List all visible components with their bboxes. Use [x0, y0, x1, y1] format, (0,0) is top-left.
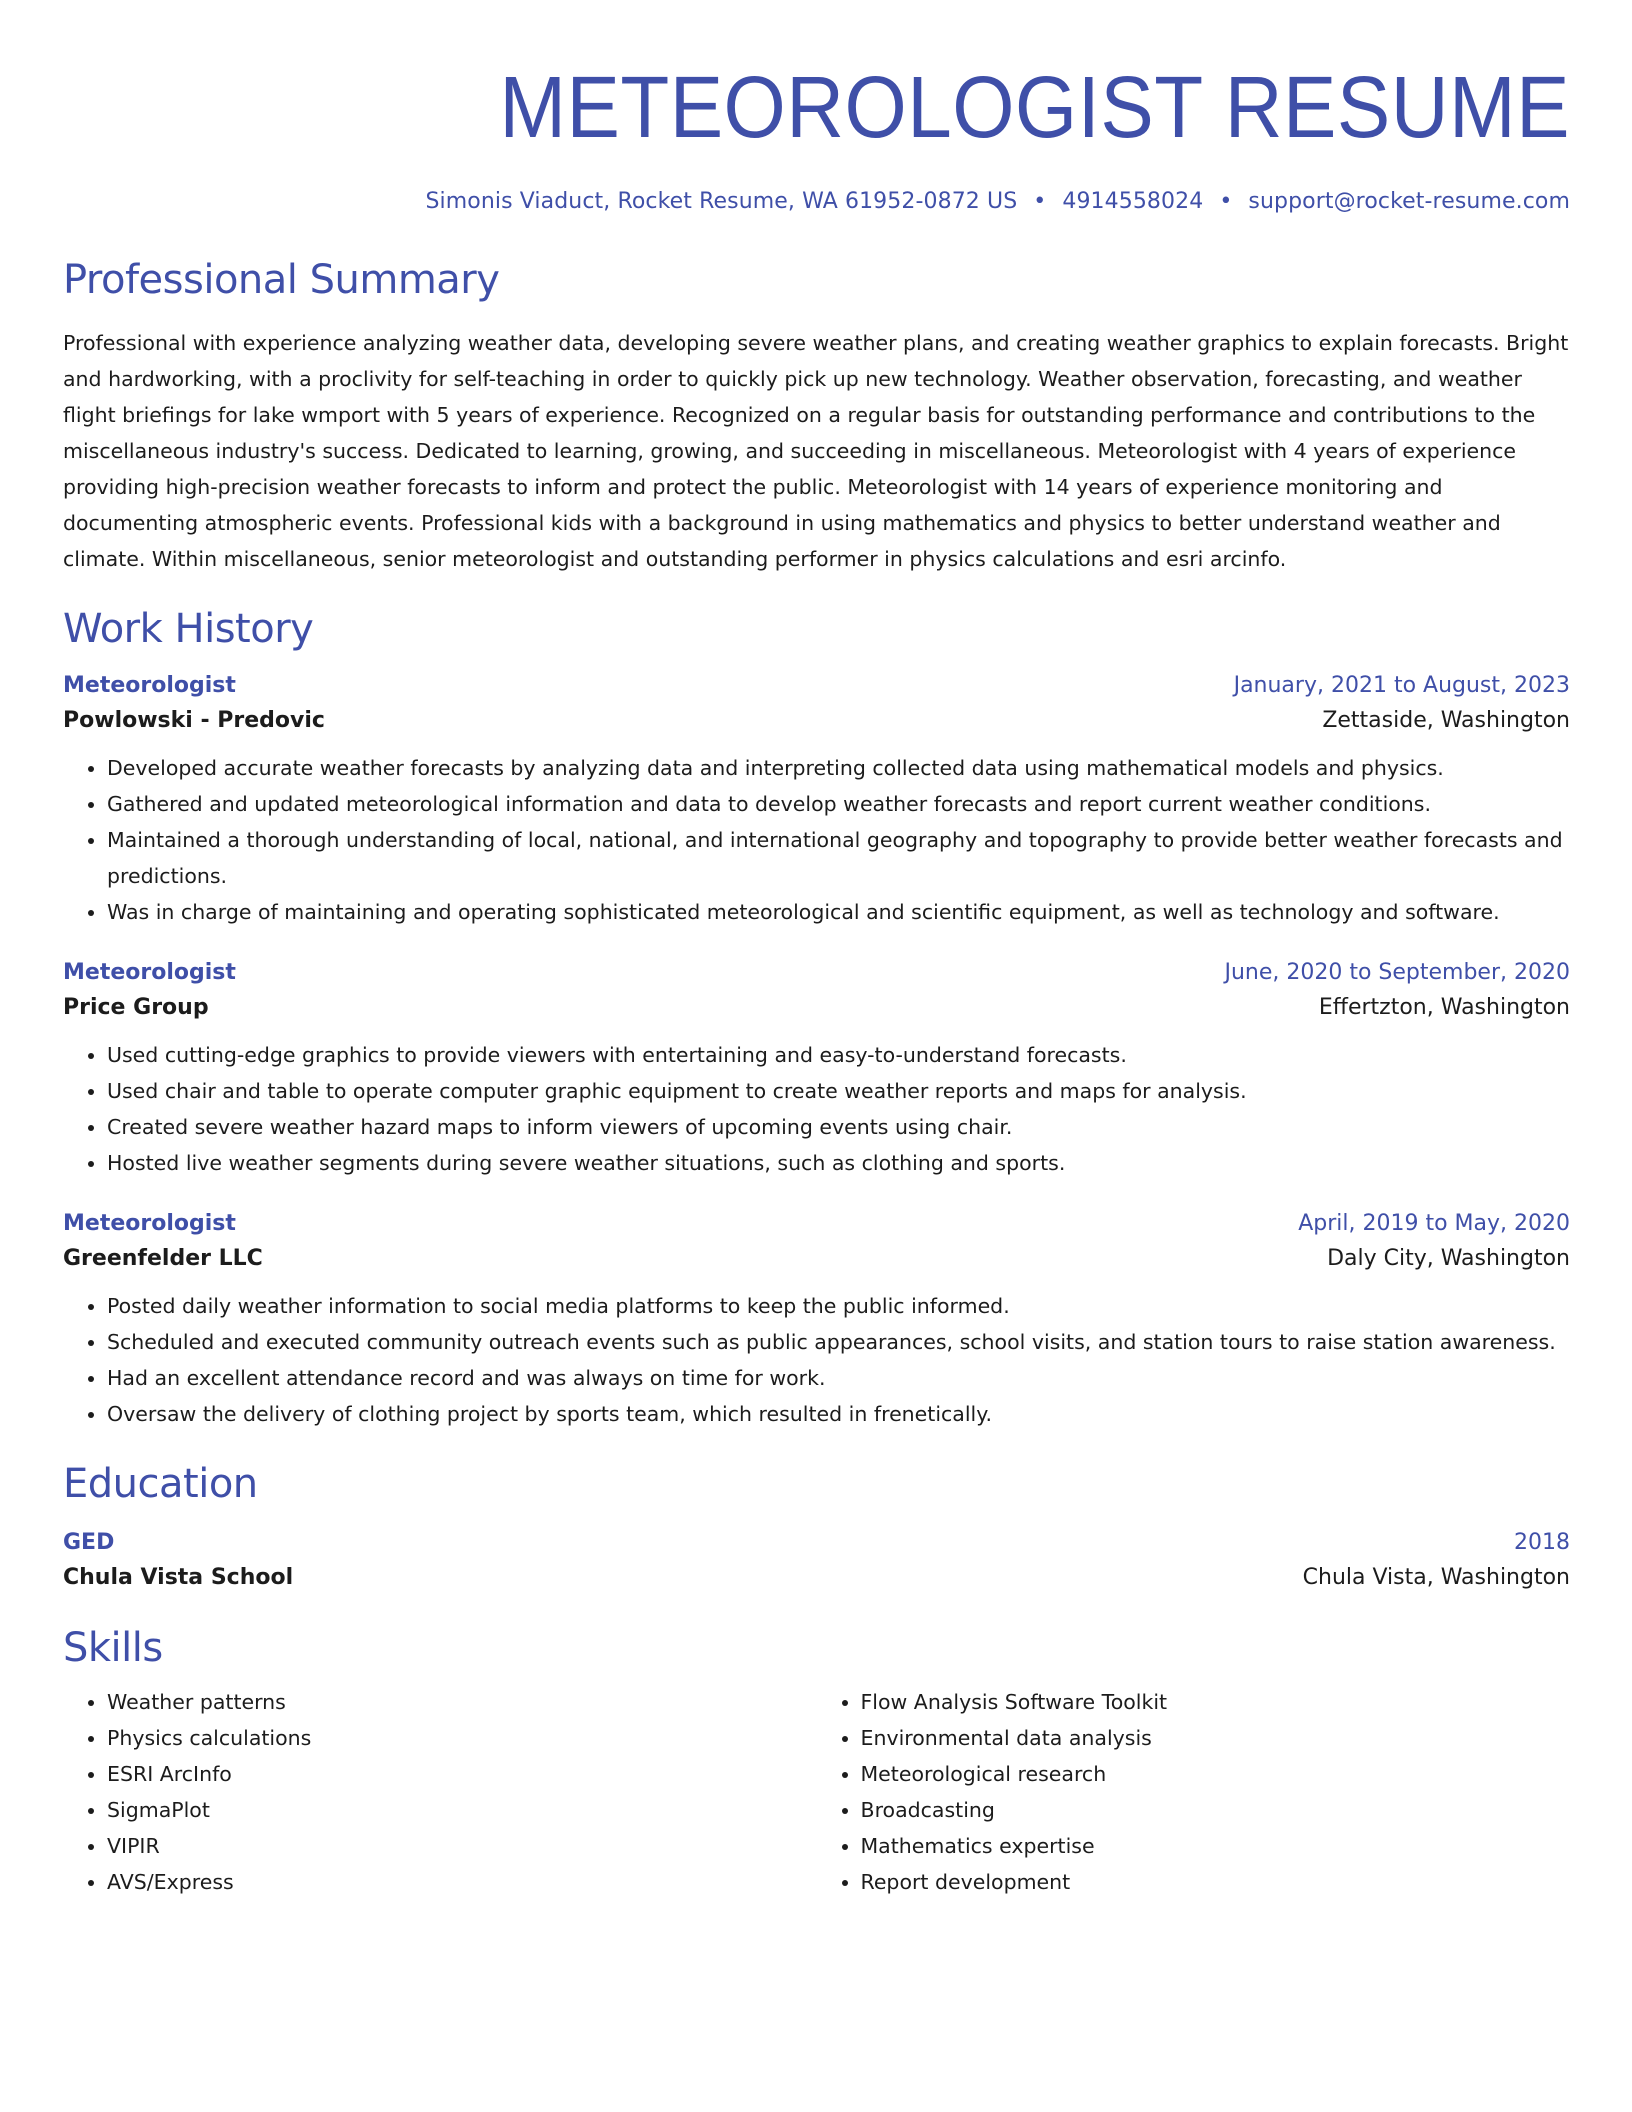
job-entry [63, 960, 1570, 1181]
job-location: Zettaside, Washington [1322, 708, 1570, 733]
job-bullets [63, 750, 1570, 930]
job-entry [63, 673, 1570, 930]
job-company: Greenfelder LLC [63, 1246, 263, 1271]
job-dates: April, 2019 to May, 2020 [1298, 1211, 1570, 1236]
job-location: Effertzton, Washington [1318, 995, 1570, 1020]
job-header-row [63, 673, 1570, 698]
skill-item: • SigmaPlot [107, 1792, 817, 1828]
skill-item: • AVS/Express [107, 1864, 817, 1900]
job-header-row [63, 1211, 1570, 1236]
job-bullet: • Gathered and updated meteorological information and data to develop weather forecasts and report current weather conditions. [107, 786, 1570, 822]
skill-item: • Report development [861, 1864, 1571, 1900]
education-heading: Education [63, 1461, 258, 1507]
resume-title: METEOROLOGIST RESUME [499, 59, 1571, 156]
job-bullet: • Maintained a thorough understanding of local, national, and international geography and topography to provide better weather forecasts and predictions. [107, 822, 1570, 894]
contact-line [63, 189, 1570, 214]
summary-text: Professional with experience analyzing weather data, developing severe weather plans, and creating weather graphics to explain forecasts. Bright and hardworking, with a proclivity for self-teaching in order to quickly pick up new technology. Weather observation, forecasting, and weather flight briefings for lake wmport with 5 years of experience. Recognized on a regular basis for outstanding performance and contributions to the miscellaneous industry's success. Dedicated to learning, growing, and succeeding in miscellaneous. Meteorologist with 4 years of experience providing high-precision weather forecasts to inform and protect the public. Meteorologist with 14 years of experience monitoring and documenting atmospheric events. Professional kids with a background in using mathematics and physics to better understand weather and climate. Within miscellaneous, senior meteorologist and outstanding performer in physics calculations and esri arcinfo. [63, 331, 1569, 571]
job-bullet: • Developed accurate weather forecasts by analyzing data and interpreting collected data using mathematical models and physics. [107, 750, 1570, 786]
skill-item: • Meteorological research [861, 1756, 1571, 1792]
job-bullet: • Used cutting-edge graphics to provide viewers with entertaining and easy-to-understand forecasts. [107, 1037, 1570, 1073]
job-entry [63, 1211, 1570, 1432]
job-bullet: • Scheduled and executed community outreach events such as public appearances, school visits, and station tours to raise station awareness. [107, 1324, 1570, 1360]
skills-column-right [817, 1684, 1571, 1900]
skill-item: • Weather patterns [107, 1684, 817, 1720]
job-role: Meteorologist [63, 960, 236, 985]
job-company-row [63, 708, 1570, 733]
education-header-row [63, 1530, 1570, 1555]
skill-item: • Broadcasting [861, 1792, 1571, 1828]
skill-item: • Physics calculations [107, 1720, 817, 1756]
job-bullet: • Was in charge of maintaining and operating sophisticated meteorological and scientific equipment, as well as technology and software. [107, 894, 1570, 930]
education-school-row [63, 1565, 1570, 1590]
skill-item: • ESRI ArcInfo [107, 1756, 817, 1792]
job-company-row [63, 995, 1570, 1020]
job-bullets [63, 1037, 1570, 1181]
job-role: Meteorologist [63, 673, 236, 698]
work-history-heading: Work History [63, 606, 314, 652]
job-bullet: • Created severe weather hazard maps to inform viewers of upcoming events using chair. [107, 1109, 1570, 1145]
job-dates: January, 2021 to August, 2023 [1233, 673, 1570, 698]
contact-email[interactable]: support@rocket-resume.com [1248, 189, 1570, 214]
contact-separator: • [1033, 189, 1047, 214]
job-header-row [63, 960, 1570, 985]
job-role: Meteorologist [63, 1211, 236, 1236]
education-school: Chula Vista School [63, 1565, 294, 1590]
job-company: Powlowski - Predovic [63, 708, 325, 733]
skill-item: • Flow Analysis Software Toolkit [861, 1684, 1571, 1720]
education-location: Chula Vista, Washington [1302, 1565, 1570, 1590]
job-bullet: • Had an excellent attendance record and was always on time for work. [107, 1360, 1570, 1396]
skill-item: • VIPIR [107, 1828, 817, 1864]
education-entry [63, 1530, 1570, 1590]
skills-column-left [63, 1684, 817, 1900]
job-bullet: • Oversaw the delivery of clothing project by sports team, which resulted in frenetically. [107, 1396, 1570, 1432]
job-company-row [63, 1246, 1570, 1271]
job-dates: June, 2020 to September, 2020 [1224, 960, 1570, 985]
skill-item: • Environmental data analysis [861, 1720, 1571, 1756]
job-bullet: • Used chair and table to operate computer graphic equipment to create weather reports and maps for analysis. [107, 1073, 1570, 1109]
education-degree: GED [63, 1530, 115, 1555]
skills-heading: Skills [63, 1625, 163, 1671]
job-company: Price Group [63, 995, 209, 1020]
job-bullets [63, 1288, 1570, 1432]
contact-address: Simonis Viaduct, Rocket Resume, WA 61952-0872 US [425, 189, 1018, 214]
contact-separator: • [1219, 189, 1233, 214]
education-year: 2018 [1514, 1530, 1570, 1555]
resume-header [63, 59, 1571, 214]
job-bullet: • Posted daily weather information to social media platforms to keep the public informed. [107, 1288, 1570, 1324]
job-bullet: • Hosted live weather segments during severe weather situations, such as clothing and sports. [107, 1145, 1570, 1181]
contact-phone: 4914558024 [1062, 189, 1204, 214]
job-location: Daly City, Washington [1327, 1246, 1570, 1271]
skill-item: • Mathematics expertise [861, 1828, 1571, 1864]
skills-grid [63, 1684, 1570, 1900]
summary-heading: Professional Summary [63, 257, 500, 303]
